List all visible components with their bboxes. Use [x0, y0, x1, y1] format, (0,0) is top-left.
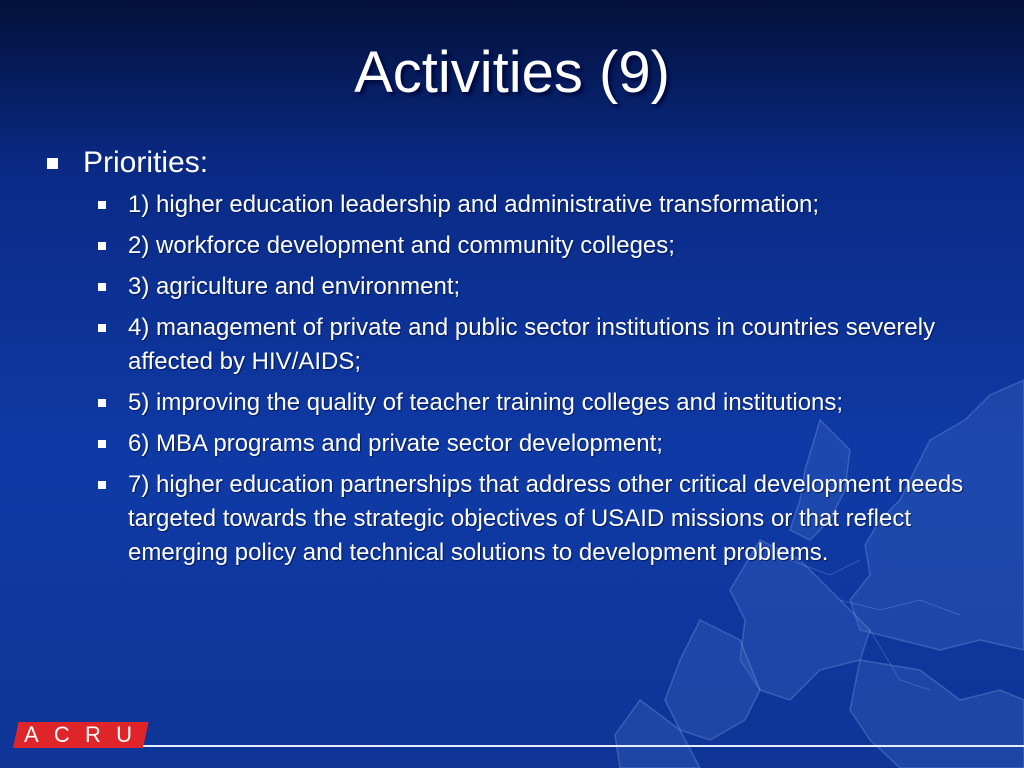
- logo-letter: R: [84, 722, 101, 747]
- logo-letter: U: [116, 722, 132, 747]
- square-bullet-icon: [47, 158, 58, 169]
- acru-logo: [18, 722, 138, 748]
- square-bullet-icon: [98, 481, 106, 489]
- logo-letter: A: [24, 722, 39, 747]
- list-item-text: 3) agriculture and environment;: [128, 273, 461, 300]
- square-bullet-icon: [98, 324, 106, 332]
- priorities-list: [88, 188, 970, 570]
- list-item-text: 2) workforce development and community colleges;: [128, 232, 675, 259]
- list-item: [88, 229, 970, 263]
- list-item: [88, 270, 970, 304]
- list-item: [88, 311, 970, 379]
- square-bullet-icon: [98, 399, 106, 407]
- list-item-text: 1) higher education leadership and administrative transformation;: [128, 191, 820, 218]
- list-item: [88, 427, 970, 461]
- list-item: [88, 386, 970, 420]
- list-item-text: 4) management of private and public sector institutions in countries severely affected by HIV/AIDS;: [128, 314, 936, 375]
- logo-letter: C: [53, 722, 70, 747]
- slide-content: [40, 142, 970, 577]
- priorities-heading-item: [40, 142, 970, 184]
- footer-divider: [143, 745, 1024, 747]
- priorities-heading: Priorities:: [83, 146, 209, 179]
- square-bullet-icon: [98, 201, 106, 209]
- list-item-text: 5) improving the quality of teacher training colleges and institutions;: [128, 389, 844, 416]
- slide-title: Activities (9): [354, 40, 670, 105]
- list-item: [88, 188, 970, 222]
- list-item-text: 7) higher education partnerships that address other critical development needs targeted towards the strategic objectives of USAID missions or that reflect emerging policy and technical solutions to development problems.: [128, 471, 964, 566]
- square-bullet-icon: [98, 242, 106, 250]
- square-bullet-icon: [98, 283, 106, 291]
- square-bullet-icon: [98, 440, 106, 448]
- list-item: [88, 468, 970, 570]
- list-item-text: 6) MBA programs and private sector development;: [128, 430, 663, 457]
